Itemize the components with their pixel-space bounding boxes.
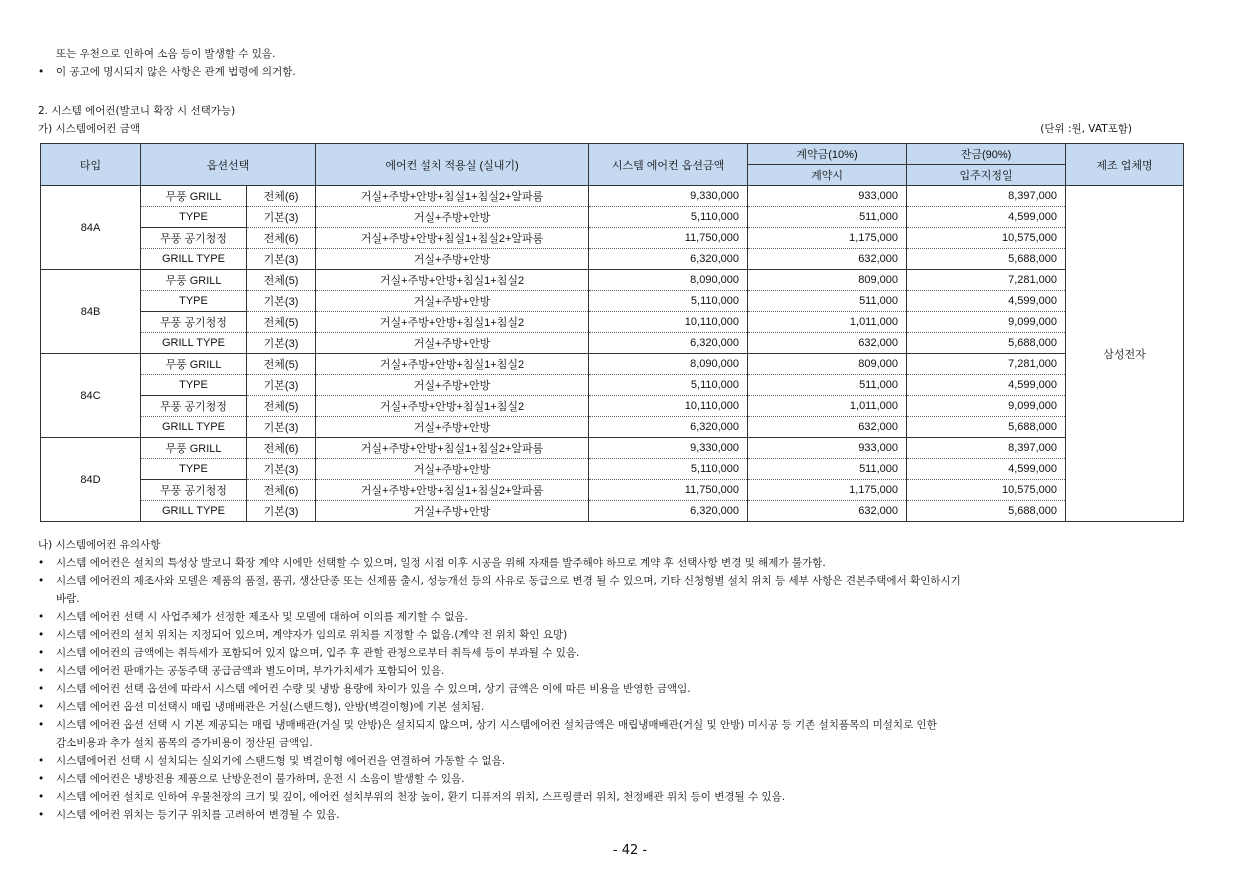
rooms-cell: 거실+주방+안방+침실1+침실2+알파룸 <box>316 228 589 249</box>
price-cell: 6,320,000 <box>589 333 748 354</box>
balance-cell: 4,599,000 <box>907 375 1066 396</box>
note-continuation: 바람. <box>56 593 80 605</box>
price-cell: 10,110,000 <box>589 396 748 417</box>
deposit-cell: 511,000 <box>748 207 907 228</box>
continuation-line: 또는 우천으로 인하여 소음 등이 발생할 수 있음. <box>56 48 276 60</box>
note-item: • 시스템 에어컨의 금액에는 취득세가 포함되어 있지 않으며, 입주 후 관할 관청으로부터 취득세 등이 부과될 수 있음. <box>38 644 1184 662</box>
rooms-cell: 거실+주방+안방+침실1+침실2+알파룸 <box>316 480 589 501</box>
deposit-cell: 809,000 <box>748 270 907 291</box>
deposit-cell: 1,011,000 <box>748 312 907 333</box>
price-cell: 8,090,000 <box>589 270 748 291</box>
price-cell: 11,750,000 <box>589 480 748 501</box>
rooms-cell: 거실+주방+안방+침실1+침실2 <box>316 354 589 375</box>
rooms-cell: 거실+주방+안방 <box>316 417 589 438</box>
section-title: 2. 시스템 에어컨(발코니 확장 시 선택가능) <box>38 105 236 117</box>
header-maker: 제조 업체명 <box>1066 144 1184 186</box>
note-item: • 시스템 에어컨은 냉방전용 제품으로 난방운전이 불가하며, 운전 시 소음이 발생할 수 있음. <box>38 770 1184 788</box>
rooms-cell: 거실+주방+안방 <box>316 333 589 354</box>
scope-cell: 기본(3) <box>247 333 316 354</box>
option-cell: 무풍 GRILL <box>141 186 247 207</box>
deposit-cell: 632,000 <box>748 417 907 438</box>
scope-cell: 기본(3) <box>247 501 316 522</box>
note-item: • 시스템 에어컨 옵션 미선택시 매립 냉매배관은 거실(스탠드형), 안방(벽걸이형)에 기본 설치됨. <box>38 698 1184 716</box>
rooms-cell: 거실+주방+안방 <box>316 501 589 522</box>
deposit-cell: 632,000 <box>748 249 907 270</box>
deposit-cell: 1,011,000 <box>748 396 907 417</box>
table-row <box>41 291 1184 312</box>
option-cell: TYPE <box>141 207 247 228</box>
notes-section <box>38 536 1184 824</box>
note-item: • 시스템 에어컨은 설치의 특성상 발코니 확장 계약 시에만 선택할 수 있으며, 일정 시점 이후 시공을 위해 자재를 발주해야 하므로 계약 후 선택사항 변경 및 해제가 불가함. <box>38 554 1184 572</box>
rooms-cell: 거실+주방+안방 <box>316 249 589 270</box>
table-title-row <box>38 120 1184 138</box>
table-row <box>41 438 1184 459</box>
rooms-cell: 거실+주방+안방 <box>316 207 589 228</box>
balance-cell: 8,397,000 <box>907 438 1066 459</box>
option-cell: GRILL TYPE <box>141 501 247 522</box>
scope-cell: 기본(3) <box>247 249 316 270</box>
option-cell: TYPE <box>141 375 247 396</box>
table-title: 가) 시스템에어컨 금액 <box>38 123 141 135</box>
table-row <box>41 354 1184 375</box>
option-cell: 무풍 공기청정 <box>141 228 247 249</box>
deposit-cell: 511,000 <box>748 291 907 312</box>
price-cell: 6,320,000 <box>589 249 748 270</box>
price-cell: 9,330,000 <box>589 438 748 459</box>
price-cell: 5,110,000 <box>589 291 748 312</box>
option-cell: 무풍 공기청정 <box>141 396 247 417</box>
note-item: • 시스템 에어컨 옵션 선택 시 기본 제공되는 매립 냉매배관(거실 및 안방)은 설치되지 않으며, 상기 시스템에어컨 설치금액은 매립냉매배관(거실 및 안방) 미시공 등 기존 설치품목의 미설치로 인한 <box>38 716 1184 734</box>
price-cell: 9,330,000 <box>589 186 748 207</box>
scope-cell: 전체(5) <box>247 312 316 333</box>
note-item: • 시스템 에어컨 판매가는 공동주택 공급금액과 별도이며, 부가가치세가 포함되어 있음. <box>38 662 1184 680</box>
scope-cell: 기본(3) <box>247 417 316 438</box>
table-row <box>41 312 1184 333</box>
table-row <box>41 333 1184 354</box>
header-balance-sub: 입주지정일 <box>907 165 1066 186</box>
scope-cell: 전체(6) <box>247 186 316 207</box>
aircon-price-table <box>40 143 1184 522</box>
balance-cell: 10,575,000 <box>907 480 1066 501</box>
deposit-cell: 1,175,000 <box>748 480 907 501</box>
table-row <box>41 396 1184 417</box>
note-continuation: 감소비용과 추가 설치 품목의 증가비용이 정산된 금액임. <box>56 737 313 749</box>
option-cell: GRILL TYPE <box>141 417 247 438</box>
balance-cell: 8,397,000 <box>907 186 1066 207</box>
deposit-cell: 632,000 <box>748 501 907 522</box>
table-row <box>41 249 1184 270</box>
option-cell: 무풍 GRILL <box>141 354 247 375</box>
rooms-cell: 거실+주방+안방+침실1+침실2 <box>316 312 589 333</box>
note-item: • 시스템 에어컨 위치는 등기구 위치를 고려하여 변경될 수 있음. <box>38 806 1184 824</box>
type-cell: 84D <box>41 438 141 522</box>
header-deposit: 계약금(10%) <box>748 144 907 165</box>
price-cell: 5,110,000 <box>589 207 748 228</box>
deposit-cell: 632,000 <box>748 333 907 354</box>
option-cell: 무풍 공기청정 <box>141 480 247 501</box>
note-item: • 시스템 에어컨의 설치 위치는 지정되어 있으며, 계약자가 임의로 위치를 지정할 수 없음.(계약 전 위치 확인 요망) <box>38 626 1184 644</box>
scope-cell: 기본(3) <box>247 375 316 396</box>
page-number: - 42 - <box>612 843 648 858</box>
table-row <box>41 417 1184 438</box>
header-rooms: 에어컨 설치 적용실 (실내기) <box>316 144 589 186</box>
price-cell: 5,110,000 <box>589 459 748 480</box>
table-row <box>41 375 1184 396</box>
option-cell: GRILL TYPE <box>141 333 247 354</box>
balance-cell: 5,688,000 <box>907 417 1066 438</box>
scope-cell: 전체(6) <box>247 480 316 501</box>
option-cell: 무풍 공기청정 <box>141 312 247 333</box>
bullet-line: • 이 공고에 명시되지 않은 사항은 관계 법령에 의거함. <box>38 63 296 81</box>
table-row <box>41 270 1184 291</box>
table-row <box>41 207 1184 228</box>
balance-cell: 9,099,000 <box>907 396 1066 417</box>
rooms-cell: 거실+주방+안방+침실1+침실2 <box>316 396 589 417</box>
price-cell: 8,090,000 <box>589 354 748 375</box>
header-option: 옵션선택 <box>141 144 316 186</box>
deposit-cell: 809,000 <box>748 354 907 375</box>
maker-cell: 삼성전자 <box>1066 186 1184 522</box>
option-cell: TYPE <box>141 459 247 480</box>
price-cell: 11,750,000 <box>589 228 748 249</box>
table-row <box>41 186 1184 207</box>
table-row <box>41 480 1184 501</box>
balance-cell: 4,599,000 <box>907 459 1066 480</box>
header-type: 타입 <box>41 144 141 186</box>
table-row <box>41 228 1184 249</box>
type-cell: 84A <box>41 186 141 270</box>
deposit-cell: 511,000 <box>748 375 907 396</box>
note-item: • 시스템 에어컨 선택 시 사업주체가 선정한 제조사 및 모델에 대하여 이의를 제기할 수 없음. <box>38 608 1184 626</box>
balance-cell: 5,688,000 <box>907 501 1066 522</box>
balance-cell: 5,688,000 <box>907 333 1066 354</box>
header-price: 시스템 에어컨 옵션금액 <box>589 144 748 186</box>
balance-cell: 4,599,000 <box>907 207 1066 228</box>
rooms-cell: 거실+주방+안방+침실1+침실2+알파룸 <box>316 186 589 207</box>
type-cell: 84C <box>41 354 141 438</box>
unit-note: (단위 :원, VAT포함) <box>1040 123 1132 135</box>
option-cell: 무풍 GRILL <box>141 270 247 291</box>
scope-cell: 전체(5) <box>247 270 316 291</box>
scope-cell: 전체(6) <box>247 228 316 249</box>
price-cell: 6,320,000 <box>589 501 748 522</box>
notes-title: 나) 시스템에어컨 유의사항 <box>38 539 161 551</box>
rooms-cell: 거실+주방+안방 <box>316 375 589 396</box>
rooms-cell: 거실+주방+안방+침실1+침실2+알파룸 <box>316 438 589 459</box>
balance-cell: 7,281,000 <box>907 270 1066 291</box>
table-row <box>41 501 1184 522</box>
scope-cell: 기본(3) <box>247 207 316 228</box>
scope-cell: 전체(6) <box>247 438 316 459</box>
balance-cell: 4,599,000 <box>907 291 1066 312</box>
scope-cell: 전체(5) <box>247 396 316 417</box>
price-cell: 5,110,000 <box>589 375 748 396</box>
price-cell: 6,320,000 <box>589 417 748 438</box>
scope-cell: 기본(3) <box>247 459 316 480</box>
scope-cell: 전체(5) <box>247 354 316 375</box>
option-cell: 무풍 GRILL <box>141 438 247 459</box>
option-cell: GRILL TYPE <box>141 249 247 270</box>
deposit-cell: 1,175,000 <box>748 228 907 249</box>
option-cell: TYPE <box>141 291 247 312</box>
scope-cell: 기본(3) <box>247 291 316 312</box>
rooms-cell: 거실+주방+안방+침실1+침실2 <box>316 270 589 291</box>
rooms-cell: 거실+주방+안방 <box>316 291 589 312</box>
deposit-cell: 511,000 <box>748 459 907 480</box>
balance-cell: 7,281,000 <box>907 354 1066 375</box>
balance-cell: 5,688,000 <box>907 249 1066 270</box>
balance-cell: 9,099,000 <box>907 312 1066 333</box>
note-item: • 시스템 에어컨 선택 옵션에 따라서 시스템 에어컨 수량 및 냉방 용량에 차이가 있을 수 있으며, 상기 금액은 이에 따른 비용을 반영한 금액임. <box>38 680 1184 698</box>
header-deposit-sub: 계약시 <box>748 165 907 186</box>
note-item: • 시스템 에어컨의 제조사와 모델은 제품의 품절, 품귀, 생산단종 또는 신제품 출시, 성능개선 등의 사유로 동급으로 변경 될 수 있으며, 기타 신청형별 설치 위치 등 세부 사항은 견본주택에서 확인하시기 <box>38 572 1184 590</box>
balance-cell: 10,575,000 <box>907 228 1066 249</box>
price-cell: 10,110,000 <box>589 312 748 333</box>
deposit-cell: 933,000 <box>748 186 907 207</box>
type-cell: 84B <box>41 270 141 354</box>
note-item: • 시스템 에어컨 설치로 인하여 우물천장의 크기 및 깊이, 에어컨 설치부위의 천장 높이, 환기 디퓨저의 위치, 스프링클러 위치, 천정배관 위치 등이 변경될 수 있음. <box>38 788 1184 806</box>
intro-lines <box>38 45 296 81</box>
note-item: • 시스템에어컨 선택 시 설치되는 실외기에 스탠드형 및 벽걸이형 에어컨을 연결하여 가동할 수 없음. <box>38 752 1184 770</box>
header-balance: 잔금(90%) <box>907 144 1066 165</box>
table-row <box>41 459 1184 480</box>
deposit-cell: 933,000 <box>748 438 907 459</box>
rooms-cell: 거실+주방+안방 <box>316 459 589 480</box>
